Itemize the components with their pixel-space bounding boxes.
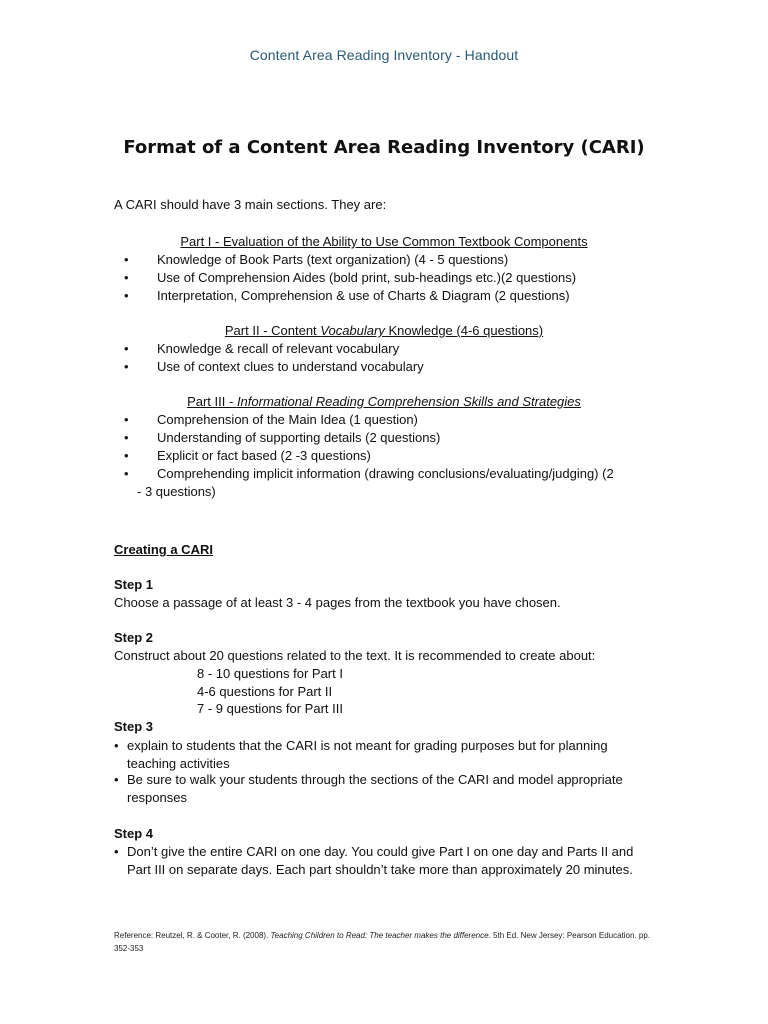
- step4-bullet: [114, 843, 659, 897]
- bullet-text: Interpretation, Comprehension & use of Charts & Diagram (2 questions): [157, 288, 570, 303]
- intro-text: A CARI should have 3 main sections. They are:: [114, 197, 387, 212]
- part1-title: - Evaluation of the Ability to Use Common Textbook Components: [211, 234, 588, 249]
- step1-text: Choose a passage of at least 3 - 4 pages from the textbook you have chosen.: [114, 595, 561, 610]
- part2-title-italic: Vocabulary: [320, 323, 385, 338]
- bullet-icon: •: [114, 844, 119, 859]
- part2-title-b: Knowledge (4-6 questions): [384, 323, 544, 338]
- bullet-text: Use of context clues to understand vocabulary: [157, 359, 424, 374]
- step2-item: 7 - 9 questions for Part III: [197, 701, 343, 716]
- handout-header: Content Area Reading Inventory - Handout: [249, 47, 519, 63]
- bullet-continuation: - 3 questions): [137, 484, 216, 499]
- bullet-icon: •: [124, 466, 129, 481]
- bullet-text: Understanding of supporting details (2 questions): [157, 430, 441, 445]
- bullet-icon: •: [124, 359, 129, 374]
- bullet-text: Knowledge of Book Parts (text organization) (4 - 5 questions): [157, 252, 509, 267]
- reference-publisher: . 5th Ed. New Jersey: Pearson Education. pp. 352-353: [114, 931, 650, 953]
- part3-title-italic: Informational Reading Comprehension Skills and Strategies: [236, 394, 581, 409]
- part2-prefix: Part II: [224, 323, 260, 338]
- bullet-text: Be sure to walk your students through the sections of the CARI and model appropriate responses: [127, 772, 623, 805]
- reference-book-title: Teaching Children to Read: The teacher makes the difference: [270, 931, 489, 940]
- document-title: Format of a Content Area Reading Inventory (CARI): [123, 137, 645, 158]
- bullet-text: Knowledge & recall of relevant vocabulary: [157, 341, 400, 356]
- step3-bullet: [114, 771, 659, 807]
- bullet-text: Comprehending implicit information (drawing conclusions/evaluating/judging) (2: [157, 466, 614, 481]
- bullet-text: explain to students that the CARI is not meant for grading purposes but for planning teaching activities: [127, 738, 608, 771]
- bullet-icon: •: [114, 772, 119, 787]
- step2-text: Construct about 20 questions related to the text. It is recommended to create about:: [114, 648, 596, 663]
- reference-authors: Reference: Reutzel, R. & Cooter, R. (2008).: [114, 931, 271, 940]
- bullet-icon: •: [124, 288, 129, 303]
- bullet-icon: •: [124, 448, 129, 463]
- bullet-text: Comprehension of the Main Idea (1 question): [157, 412, 418, 427]
- step2-item: 8 - 10 questions for Part I: [197, 666, 343, 681]
- step2-item: 4-6 questions for Part II: [197, 684, 333, 699]
- step1-label: Step 1: [114, 577, 154, 592]
- reference-citation: [114, 929, 654, 955]
- part1-heading: [0, 233, 768, 251]
- bullet-text: Use of Comprehension Aides (bold print, sub-headings etc.)(2 questions): [157, 270, 577, 285]
- bullet-icon: •: [114, 738, 119, 753]
- part1-prefix: Part I: [180, 234, 212, 249]
- part2-heading: [0, 322, 768, 340]
- creating-heading: Creating a CARI: [114, 542, 213, 557]
- part3-title-a: -: [225, 394, 237, 409]
- part3-prefix: Part III: [187, 394, 226, 409]
- bullet-text: Explicit or fact based (2 -3 questions): [157, 448, 371, 463]
- bullet-icon: •: [124, 270, 129, 285]
- bullet-icon: •: [124, 252, 129, 267]
- step3-label: Step 3: [114, 719, 154, 734]
- step3-bullet: [114, 737, 659, 773]
- bullet-text: Don’t give the entire CARI on one day. You could give Part I on one day and Parts II and Part III on separate days. Each part shouldn’t take more than approximately 20 minutes.: [127, 844, 634, 877]
- bullet-icon: •: [124, 430, 129, 445]
- bullet-icon: •: [124, 412, 129, 427]
- part3-heading: [0, 393, 768, 411]
- step4-label: Step 4: [114, 826, 154, 841]
- part2-title-a: - Content: [259, 323, 321, 338]
- step2-label: Step 2: [114, 630, 154, 645]
- bullet-icon: •: [124, 341, 129, 356]
- part3-bullet: [114, 465, 674, 501]
